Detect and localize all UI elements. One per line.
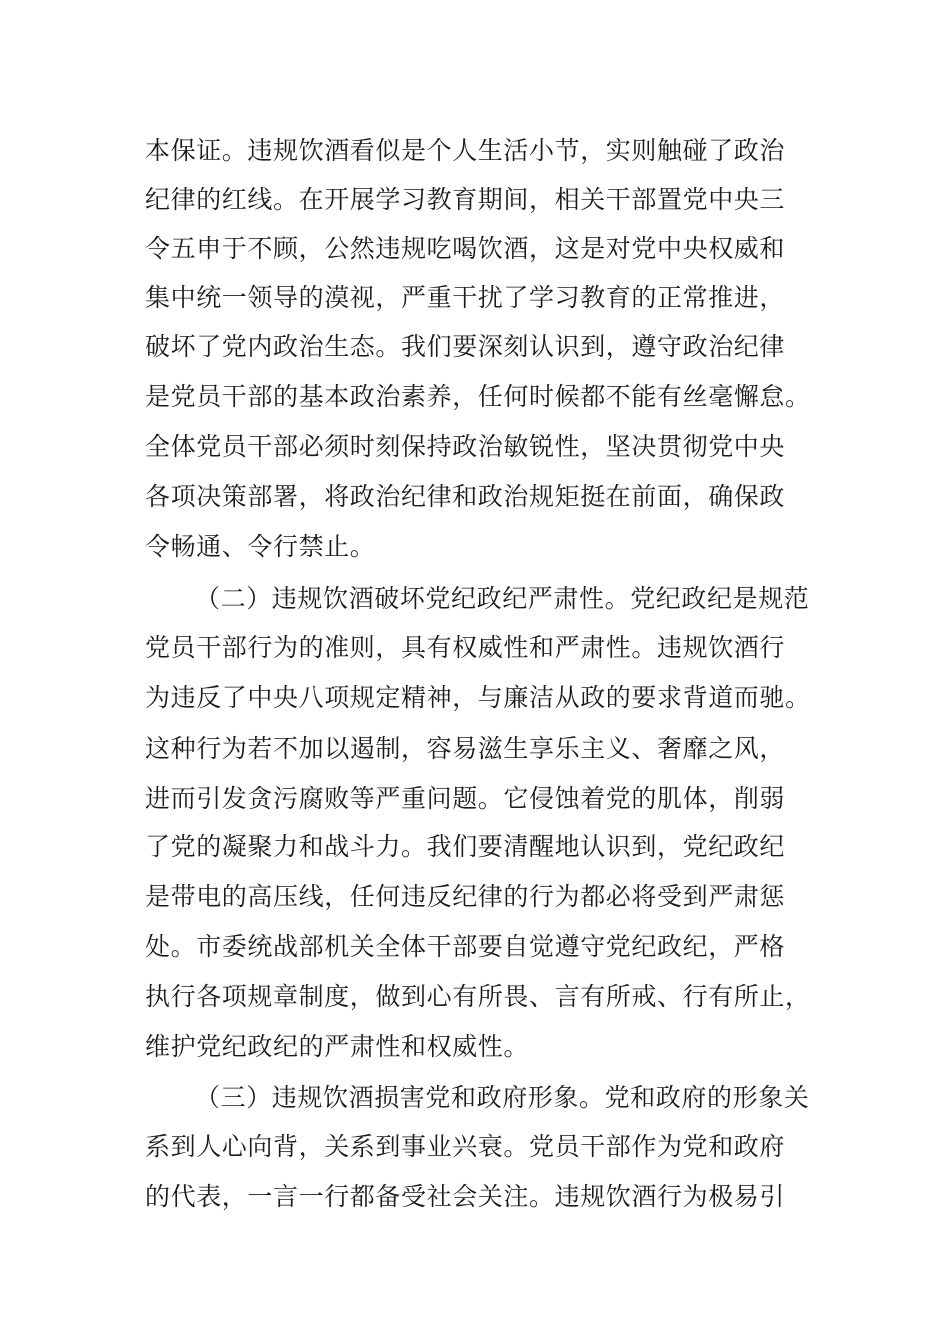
text-line: 这种行为若不加以遏制，容易滋生享乐主义、奢靡之风， xyxy=(145,734,786,763)
text-line: 全体党员干部必须时刻保持政治敏锐性，坚决贯彻党中央 xyxy=(145,432,786,461)
text-line: 令五申于不顾，公然违规吃喝饮酒，这是对党中央权威和 xyxy=(145,234,786,263)
text-line: 是党员干部的基本政治素养，任何时候都不能有丝毫懈怠。 xyxy=(145,382,811,411)
text-line: 纪律的红线。在开展学习教育期间，相关干部置党中央三 xyxy=(145,185,786,214)
text-line: 进而引发贪污腐败等严重问题。它侵蚀着党的肌体，削弱 xyxy=(145,784,786,813)
text-line: 集中统一领导的漠视，严重干扰了学习教育的正常推进， xyxy=(145,283,786,312)
text-line: 本保证。违规饮酒看似是个人生活小节，实则触碰了政治 xyxy=(145,136,786,165)
text-line: 的代表，一言一行都备受社会关注。违规饮酒行为极易引 xyxy=(145,1182,786,1211)
text-line: 是带电的高压线，任何违反纪律的行为都必将受到严肃惩 xyxy=(145,882,786,911)
text-line: 了党的凝聚力和战斗力。我们要清醒地认识到，党纪政纪 xyxy=(145,832,786,861)
section-heading-line: （三）违规饮酒损害党和政府形象。党和政府的形象关 xyxy=(195,1083,810,1112)
text-line: 处。市委统战部机关全体干部要自觉遵守党纪政纪，严格 xyxy=(145,932,786,961)
text-line: 维护党纪政纪的严肃性和权威性。 xyxy=(145,1032,530,1061)
section-heading-line: （二）违规饮酒破坏党纪政纪严肃性。党纪政纪是规范 xyxy=(195,584,810,613)
text-line: 为违反了中央八项规定精神，与廉洁从政的要求背道而驰。 xyxy=(145,683,811,712)
text-line: 各项决策部署，将政治纪律和政治规矩挺在前面，确保政 xyxy=(145,482,786,511)
text-line: 执行各项规章制度，做到心有所畏、言有所戒、行有所止， xyxy=(145,982,811,1011)
text-line: 令畅通、令行禁止。 xyxy=(145,532,376,561)
text-line: 党员干部行为的准则，具有权威性和严肃性。违规饮酒行 xyxy=(145,633,786,662)
text-line: 破坏了党内政治生态。我们要深刻认识到，遵守政治纪律 xyxy=(145,332,786,361)
text-line: 系到人心向背，关系到事业兴衰。党员干部作为党和政府 xyxy=(145,1132,786,1161)
